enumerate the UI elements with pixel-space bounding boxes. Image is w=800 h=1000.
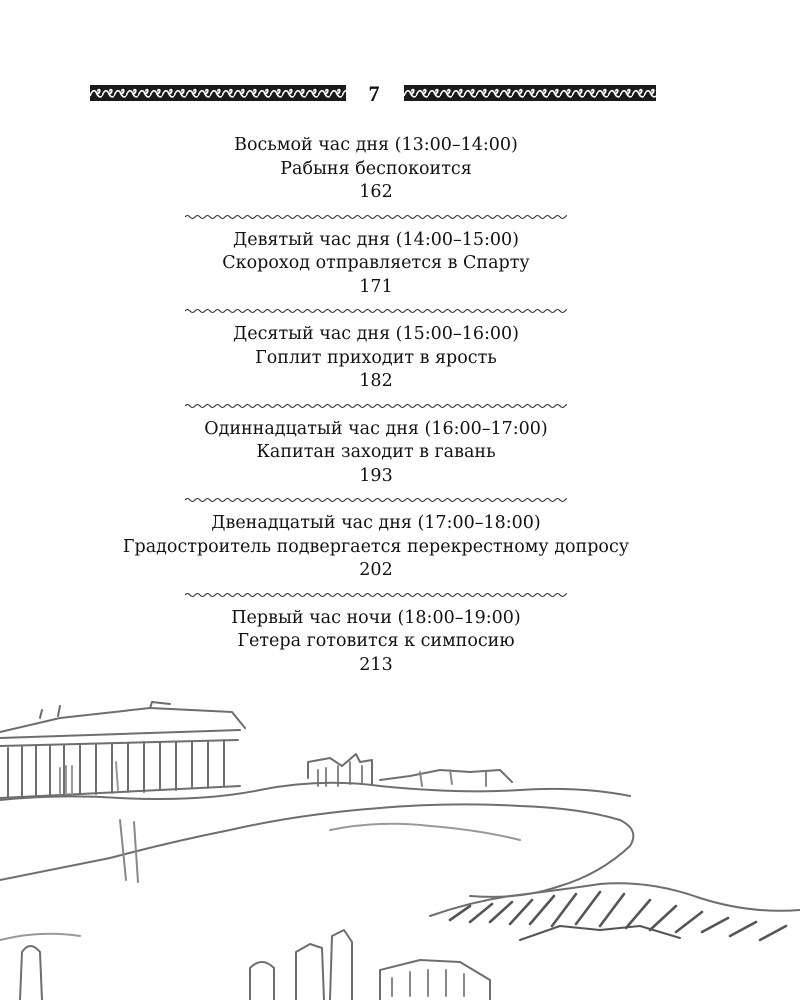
meander-border-left-icon xyxy=(90,83,346,103)
page-number: 7 xyxy=(368,81,380,106)
entry-title: Гоплит приходит в ярость xyxy=(255,347,497,368)
toc-entry-4 xyxy=(0,418,752,489)
entry-hour: Десятый час дня (15:00–16:00) xyxy=(233,324,519,344)
entry-title: Капитан заходит в гавань xyxy=(256,442,496,462)
table-of-contents xyxy=(0,134,752,677)
acropolis-sketch-illustration xyxy=(0,690,800,1000)
divider xyxy=(0,583,752,607)
entry-title: Гетера готовится к симпосию xyxy=(237,631,515,651)
toc-entry-6 xyxy=(0,607,752,678)
wavy-divider-icon xyxy=(185,307,567,315)
toc-entry-3 xyxy=(0,323,752,394)
entry-page: 182 xyxy=(359,371,393,391)
wavy-divider-icon xyxy=(185,591,567,599)
entry-page: 171 xyxy=(359,276,393,297)
entry-page: 202 xyxy=(359,560,393,580)
toc-entry-1 xyxy=(0,134,752,205)
entry-title: Градостроитель подвергается перекрестному допросу xyxy=(122,536,630,557)
page-header xyxy=(90,81,656,106)
wavy-divider-icon xyxy=(185,402,567,410)
entry-page: 213 xyxy=(359,654,393,675)
entry-hour: Одиннадцатый час дня (16:00–17:00) xyxy=(204,418,548,439)
toc-entry-5 xyxy=(0,512,752,583)
toc-entry-2 xyxy=(0,229,752,300)
divider xyxy=(0,488,752,512)
divider xyxy=(0,205,752,229)
entry-hour: Восьмой час дня (13:00–14:00) xyxy=(234,135,518,155)
entry-hour: Двенадцатый час дня (17:00–18:00) xyxy=(211,513,541,533)
entry-page: 162 xyxy=(359,182,393,202)
meander-border-right-icon xyxy=(404,83,656,103)
entry-title: Скороход отправляется в Спарту xyxy=(222,253,530,273)
divider xyxy=(0,394,752,418)
entry-hour: Первый час ночи (18:00–19:00) xyxy=(231,607,521,628)
entry-page: 193 xyxy=(359,465,393,486)
wavy-divider-icon xyxy=(185,496,567,504)
wavy-divider-icon xyxy=(185,213,567,221)
entry-hour: Девятый час дня (14:00–15:00) xyxy=(233,229,519,250)
divider xyxy=(0,299,752,323)
entry-title: Рабыня беспокоится xyxy=(280,158,472,179)
